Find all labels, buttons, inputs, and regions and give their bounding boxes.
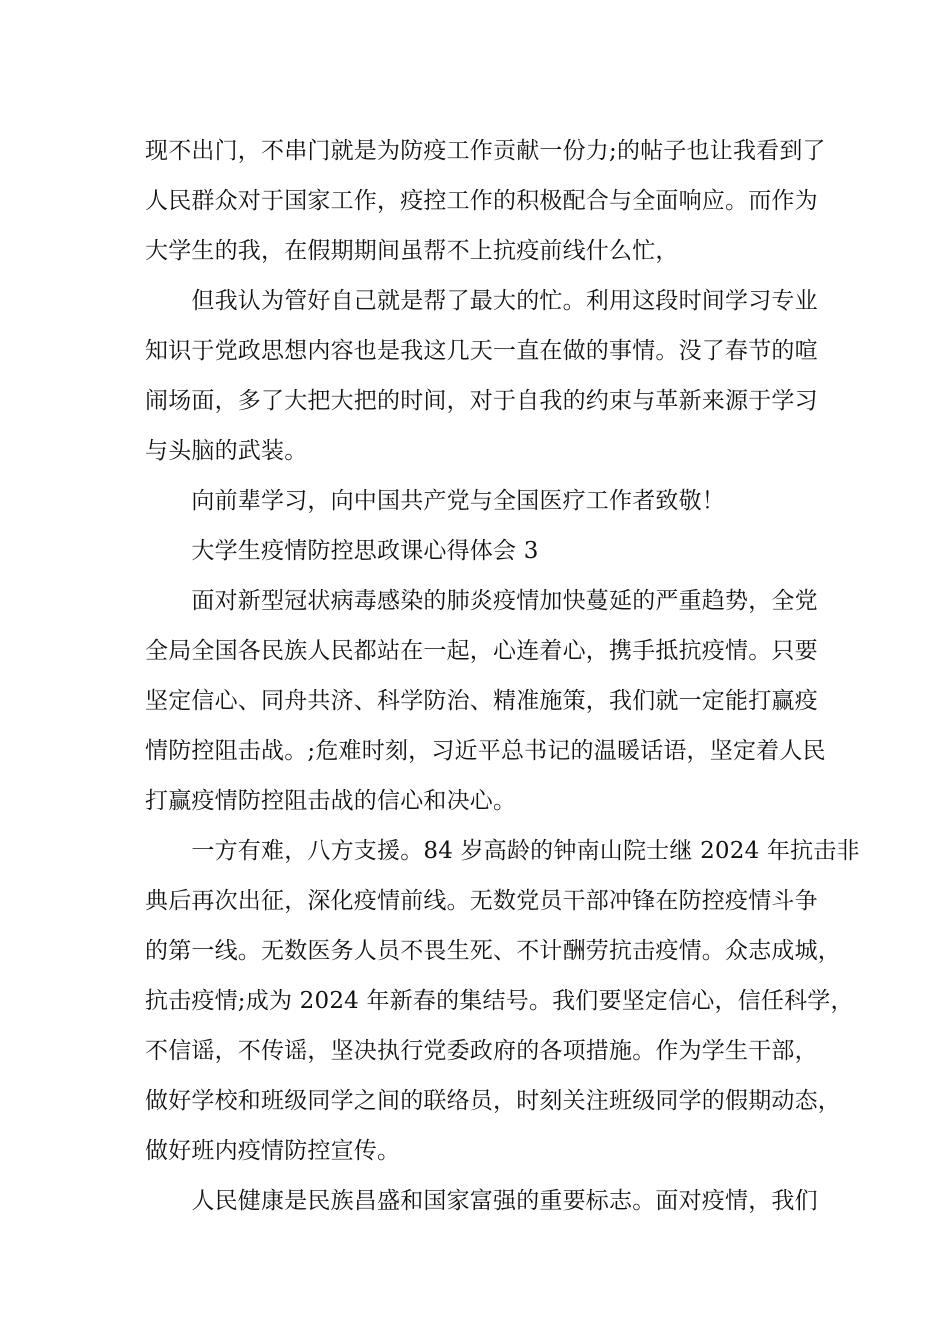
text-line: 全局全国各民族人民都站在一起，心连着心，携手抵抗疫情。只要 xyxy=(145,638,818,664)
text-line: 大学生的我，在假期期间虽帮不上抗疫前线什么忙， xyxy=(145,238,679,264)
text-line: 典后再次出征，深化疫情前线。无数党员干部冲锋在防控疫情斗争 xyxy=(145,888,818,914)
text-line: 的第一线。无数医务人员不畏生死、不计酬劳抗击疫情。众志成城， xyxy=(145,938,841,964)
text-line: 现不出门，不串门就是为防疫工作贡献一份力;的帖子也让我看到了 xyxy=(145,138,826,164)
text-line: 但我认为管好自己就是帮了最大的忙。利用这段时间学习专业 xyxy=(145,288,818,314)
text-line: 向前辈学习，向中国共产党与全国医疗工作者致敬！ xyxy=(145,488,725,514)
text-line: 坚定信心、同舟共济、科学防治、精准施策，我们就一定能打赢疫 xyxy=(145,688,818,714)
section-heading: 大学生疫情防控思政课心得体会 3 xyxy=(145,538,539,564)
text-line: 知识于党政思想内容也是我这几天一直在做的事情。没了春节的喧 xyxy=(145,338,818,364)
text-line: 人民群众对于国家工作，疫控工作的积极配合与全面响应。而作为 xyxy=(145,188,818,214)
text-line: 不信谣，不传谣，坚决执行党委政府的各项措施。作为学生干部， xyxy=(145,1038,818,1064)
text-line: 打赢疫情防控阻击战的信心和决心。 xyxy=(145,788,517,814)
text-line: 一方有难，八方支援。84 岁高龄的钟南山院士继 2024 年抗击非 xyxy=(145,838,860,864)
text-line: 做好学校和班级同学之间的联络员，时刻关注班级同学的假期动态， xyxy=(145,1088,841,1114)
text-line: 面对新型冠状病毒感染的肺炎疫情加快蔓延的严重趋势，全党 xyxy=(145,588,818,614)
text-line: 闹场面，多了大把大把的时间，对于自我的约束与革新来源于学习 xyxy=(145,388,818,414)
text-line: 抗击疫情;成为 2024 年新春的集结号。我们要坚定信心，信任科学， xyxy=(145,988,854,1014)
text-line: 做好班内疫情防控宣传。 xyxy=(145,1138,401,1164)
text-line: 情防控阻击战。;危难时刻，习近平总书记的温暖话语，坚定着人民 xyxy=(145,738,826,764)
text-line: 与头脑的武装。 xyxy=(145,438,308,464)
text-line: 人民健康是民族昌盛和国家富强的重要标志。面对疫情，我们 xyxy=(145,1188,818,1214)
